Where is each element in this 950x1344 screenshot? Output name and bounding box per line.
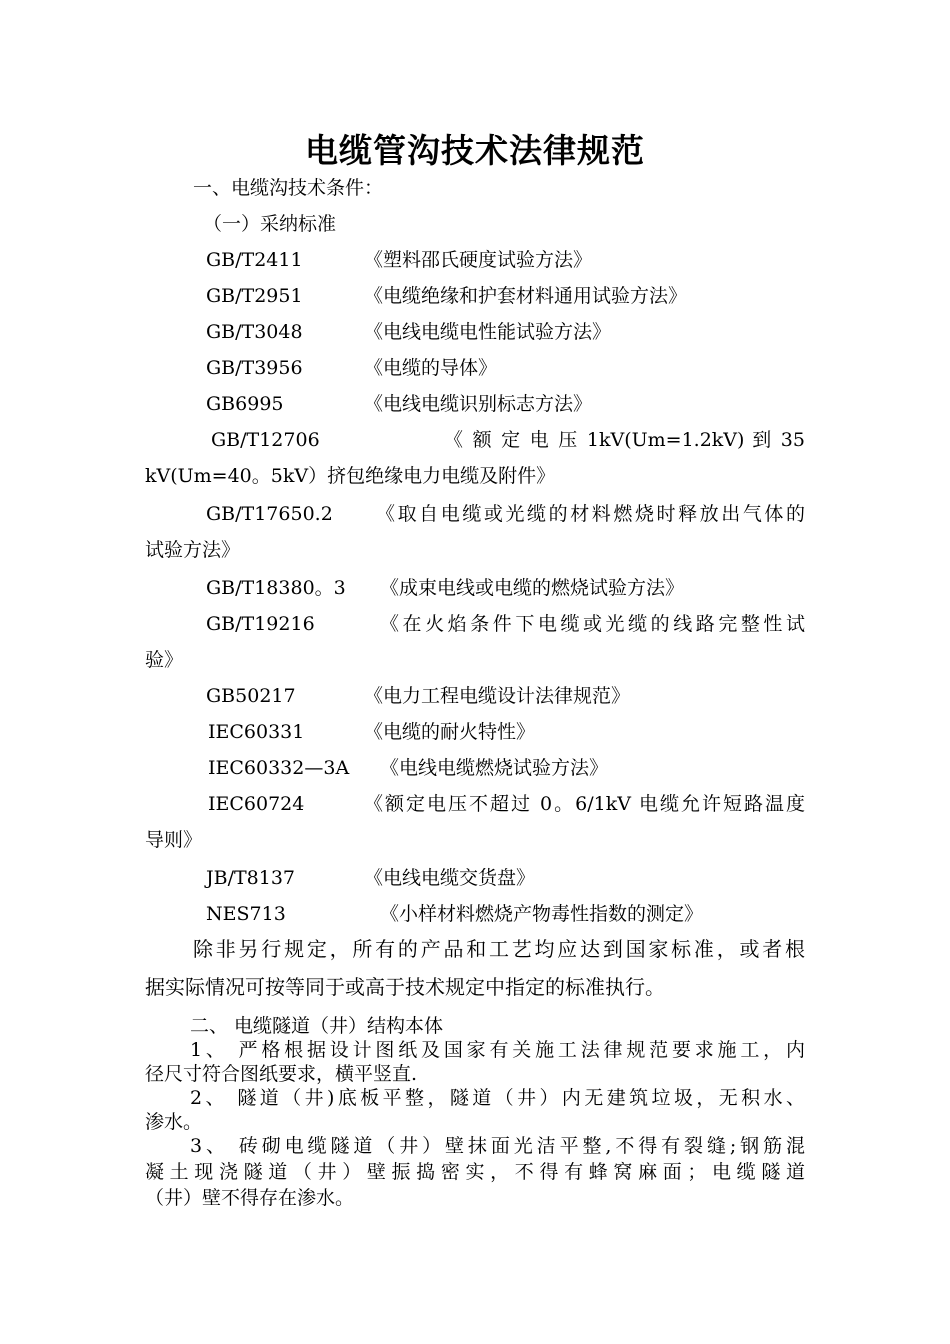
standard-name: 《电线电缆电性能试验方法》: [364, 321, 612, 343]
standard-name: 《电缆绝缘和护套材料通用试验方法》: [364, 285, 688, 307]
section2-heading: 二、 电缆隧道（井）结构本体: [190, 1015, 444, 1037]
section2-item-continued: 径尺寸符合图纸要求，横平竖直.: [145, 1063, 418, 1085]
standard-code: GB/T2411: [206, 249, 303, 271]
standard-name-continued: 导则》: [145, 829, 203, 851]
standard-name: 《电线电缆识别标志方法》: [364, 393, 593, 415]
standard-name-continued: kV(Um=40。5kV）挤包绝缘电力电缆及附件》: [145, 465, 556, 487]
standard-name: 《电力工程电缆设计法律规范》: [364, 685, 631, 707]
standard-name: 《在火焰条件下电缆或光缆的线路完整性试: [380, 613, 805, 635]
section2-item: 1、 严格根据设计图纸及国家有关施工法律规范要求施工，内: [190, 1039, 805, 1061]
standard-code: GB6995: [206, 393, 284, 415]
section1-heading: 一、电缆沟技术条件：: [193, 177, 384, 199]
standard-name: 《 额 定 电 压 1kV(Um=1.2kV) 到 35: [444, 429, 805, 451]
standard-code: IEC60724: [208, 793, 305, 815]
section1-subheading: （一）采纳标准: [203, 213, 337, 235]
standard-name: 《额定电压不超过 0。6/1kV 电缆允许短路温度: [364, 793, 805, 815]
standard-code: GB/T17650.2: [206, 503, 333, 525]
standard-name: 《小样材料燃烧产物毒性指数的测定》: [380, 903, 704, 925]
standard-name: 《成束电线或电缆的燃烧试验方法》: [380, 577, 685, 599]
section2-item-continued: 凝土现浇隧道（井）壁振捣密实，不得有蜂窝麻面；电缆隧道: [145, 1161, 805, 1183]
standard-name: 《电缆的导体》: [364, 357, 498, 379]
standard-code: IEC60331: [208, 721, 305, 743]
standards-note-continued: 据实际情况可按等同于或高于技术规定中指定的标准执行。: [145, 975, 665, 999]
standard-code: GB/T2951: [206, 285, 303, 307]
section2-item: 2、 隧道（井)底板平整，隧道（井）内无建筑垃圾，无积水、: [190, 1087, 805, 1109]
standard-code: GB50217: [206, 685, 296, 707]
standard-code: IEC60332—3A: [208, 757, 350, 779]
standard-code: GB/T19216: [206, 613, 315, 635]
standard-code: GB/T3956: [206, 357, 303, 379]
standard-code: GB/T3048: [206, 321, 303, 343]
standard-name: 《电线电缆燃烧试验方法》: [380, 757, 609, 779]
standard-name: 《电线电缆交货盘》: [364, 867, 536, 889]
standard-code: GB/T12706: [211, 429, 320, 451]
standard-name-continued: 验》: [145, 649, 184, 671]
section2-item: 3、 砖砌电缆隧道（井）壁抹面光洁平整,不得有裂缝;钢筋混: [190, 1135, 805, 1157]
standard-name: 《取自电缆或光缆的材料燃烧时释放出气体的: [376, 503, 805, 525]
standard-code: NES713: [206, 903, 286, 925]
section2-item-continued: 渗水。: [145, 1111, 203, 1133]
standard-name: 《塑料邵氏硬度试验方法》: [364, 249, 593, 271]
standard-code: JB/T8137: [206, 867, 296, 889]
standard-code: GB/T18380。3: [206, 577, 346, 599]
standard-name-continued: 试验方法》: [145, 539, 241, 561]
document-title: 电缆管沟技术法律规范: [305, 131, 645, 170]
standard-name: 《电缆的耐火特性》: [364, 721, 536, 743]
standards-note: 除非另行规定，所有的产品和工艺均应达到国家标准，或者根: [193, 937, 805, 961]
section2-item-continued: （井）壁不得存在渗水。: [145, 1187, 355, 1209]
